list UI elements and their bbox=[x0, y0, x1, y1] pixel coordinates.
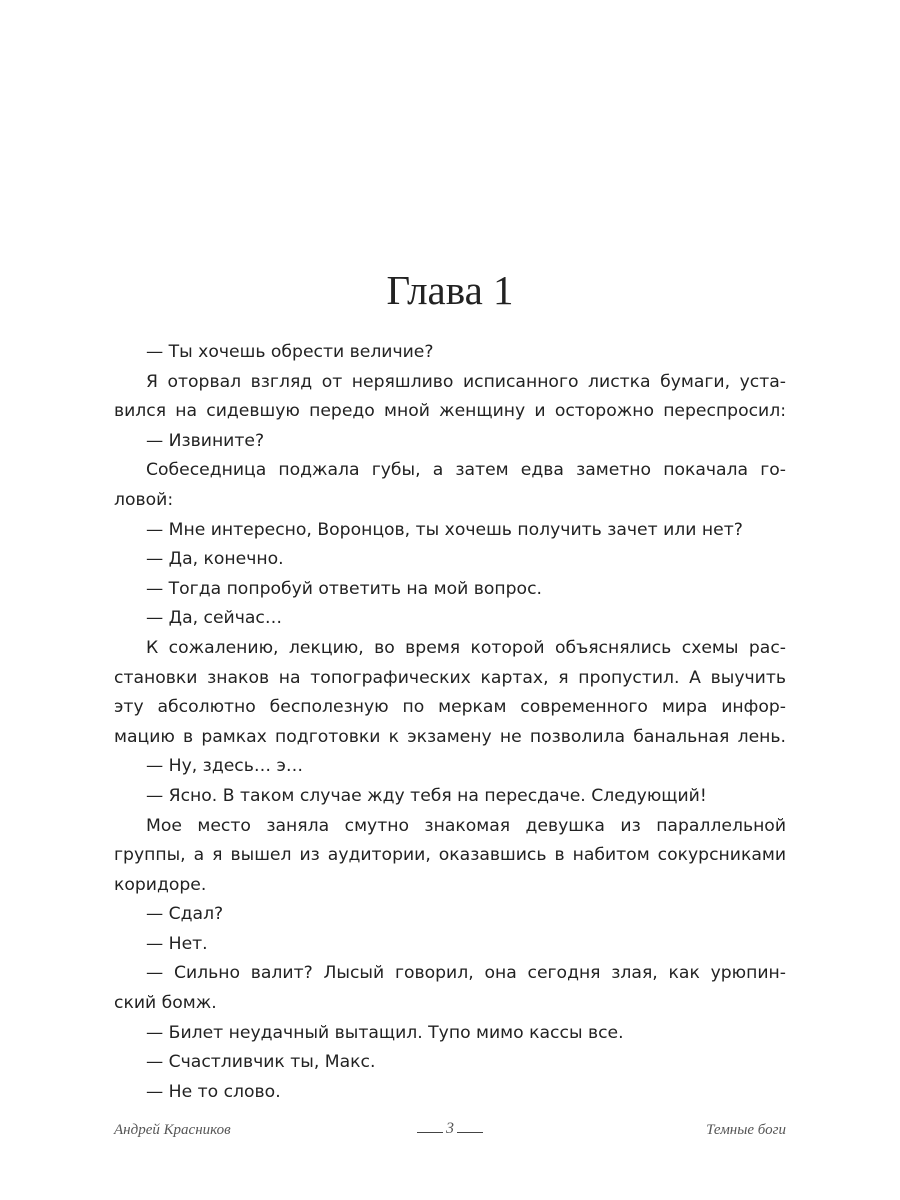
text-line: — Да, конечно. bbox=[146, 549, 284, 570]
text-line: эту абсолютно бесполезную по меркам современного мира инфор- bbox=[114, 697, 786, 718]
chapter-body bbox=[114, 338, 786, 1107]
text-line: — Да, сейчас… bbox=[146, 608, 283, 629]
page-footer bbox=[0, 1118, 900, 1148]
text-line: — Извините? bbox=[146, 430, 265, 451]
text-line: ский бомж. bbox=[114, 993, 217, 1014]
text-line: К сожалению, лекцию, во время которой объяснялись схемы рас- bbox=[146, 637, 786, 658]
text-line: Собеседница поджала губы, а затем едва заметно покачала го- bbox=[146, 460, 786, 481]
page-number-value: 3 bbox=[446, 1120, 454, 1137]
text-line: — Ясно. В таком случае жду тебя на пересдаче. Следующий! bbox=[146, 785, 707, 806]
text-line: — Ты хочешь обрести величие? bbox=[146, 342, 434, 362]
page-number-rule-right bbox=[457, 1132, 483, 1133]
text-line: коридоре. bbox=[114, 874, 207, 895]
text-line: — Сдал? bbox=[146, 904, 224, 925]
chapter-title: Глава 1 bbox=[386, 267, 514, 313]
page-number-rule-left bbox=[417, 1132, 443, 1133]
text-line: мацию в рамках подготовки к экзамену не позволила банальная лень. bbox=[114, 726, 786, 747]
text-line: — Тогда попробуй ответить на мой вопрос. bbox=[146, 578, 542, 599]
text-line: Я оторвал взгляд от неряшливо исписанного листка бумаги, уста- bbox=[146, 371, 786, 392]
text-line: становки знаков на топографических картах, я пропустил. А выучить bbox=[114, 667, 786, 688]
text-line: вился на сидевшую передо мной женщину и осторожно переспросил: bbox=[114, 401, 786, 422]
text-line: ловой: bbox=[114, 489, 174, 510]
footer-author: Андрей Красников bbox=[114, 1122, 231, 1138]
text-line: — Счастливчик ты, Макс. bbox=[146, 1052, 376, 1073]
text-line: — Не то слово. bbox=[146, 1081, 281, 1102]
text-line: — Билет неудачный вытащил. Тупо мимо кассы все. bbox=[146, 1022, 624, 1043]
text-line: — Ну, здесь… э… bbox=[146, 756, 304, 777]
text-line: Мое место заняла смутно знакомая девушка из параллельной bbox=[146, 815, 786, 836]
text-line: — Мне интересно, Воронцов, ты хочешь получить зачет или нет? bbox=[146, 519, 743, 540]
footer-book-title: Темные боги bbox=[706, 1122, 786, 1138]
text-line: — Нет. bbox=[146, 933, 208, 954]
text-line: — Сильно валит? Лысый говорил, она сегодня злая, как урюпин- bbox=[146, 963, 786, 984]
text-line: группы, а я вышел из аудитории, оказавшись в набитом сокурсниками bbox=[114, 845, 786, 866]
